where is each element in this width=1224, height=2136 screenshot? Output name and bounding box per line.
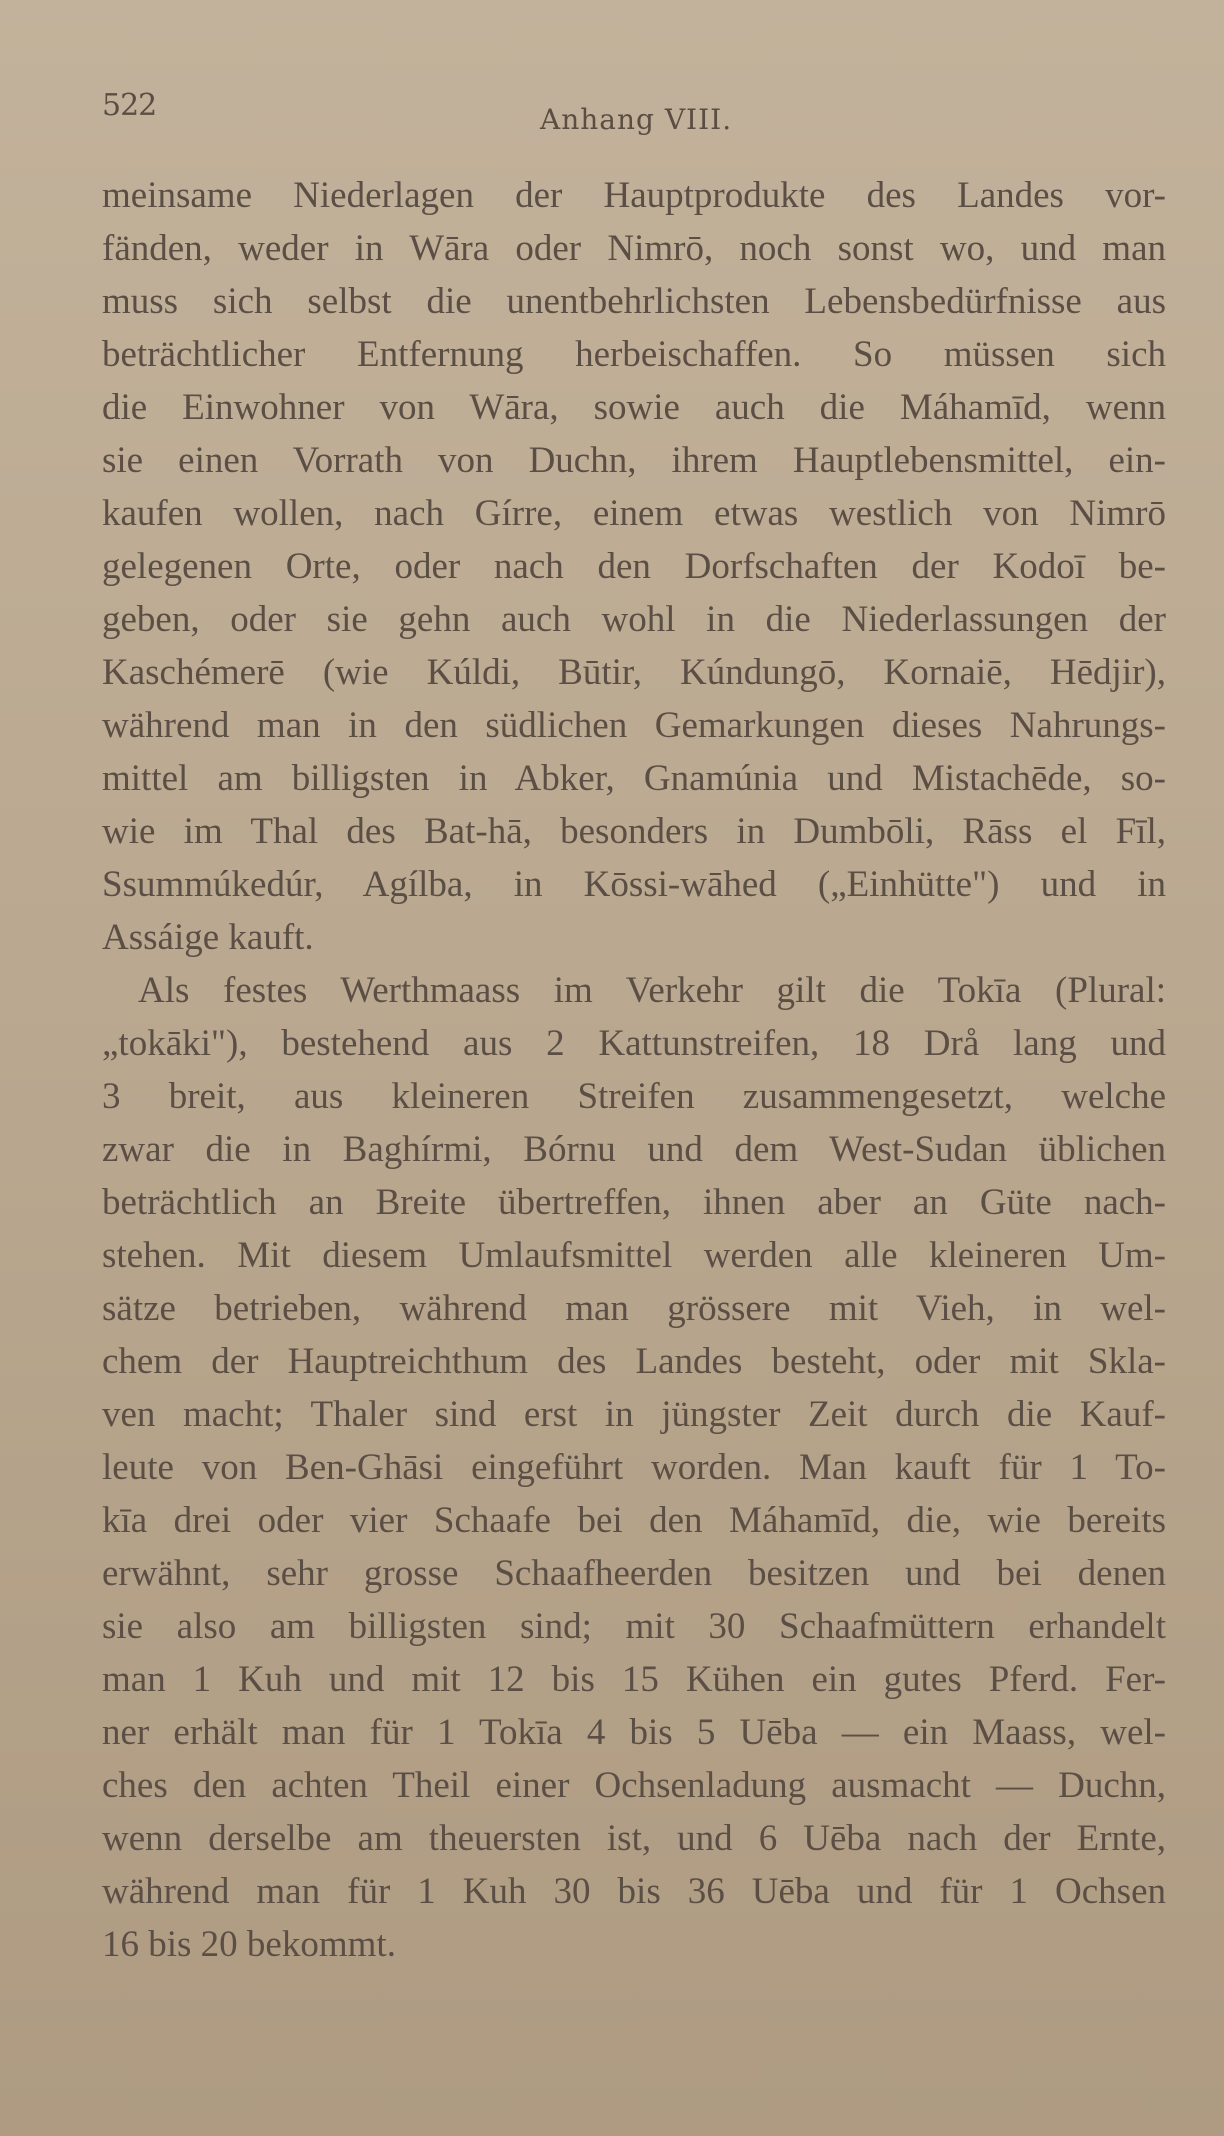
text-line: wenn derselbe am theuersten ist, und 6 Uēba nach der Ernte,: [102, 1818, 1166, 1859]
text-line: ches den achten Theil einer Ochsenladung ausmacht — Duchn,: [102, 1765, 1166, 1806]
text-line: Assáige kauft.: [102, 917, 314, 958]
text-line: 16 bis 20 bekommt.: [102, 1924, 396, 1965]
text-line: „tokāki"), bestehend aus 2 Kattunstreifen, 18 Drå lang und: [102, 1023, 1166, 1064]
text-line: wie im Thal des Bat-hā, besonders in Dumbōli, Rāss el Fīl,: [102, 811, 1166, 852]
text-line: Als festes Werthmaass im Verkehr gilt die Tokīa (Plural:: [138, 970, 1166, 1011]
text-line: kaufen wollen, nach Gírre, einem etwas westlich von Nimrō: [102, 493, 1166, 534]
text-line: ner erhält man für 1 Tokīa 4 bis 5 Uēba — ein Maass, wel-: [102, 1712, 1166, 1753]
running-title: Anhang VIII.: [540, 103, 733, 136]
text-line: während man für 1 Kuh 30 bis 36 Uēba und für 1 Ochsen: [102, 1871, 1166, 1912]
text-line: kīa drei oder vier Schaafe bei den Máhamīd, die, wie bereits: [102, 1500, 1166, 1541]
text-line: zwar die in Baghírmi, Bórnu und dem West-Sudan üblichen: [102, 1129, 1166, 1170]
text-line: die Einwohner von Wāra, sowie auch die Máhamīd, wenn: [102, 387, 1166, 428]
text-line: 3 breit, aus kleineren Streifen zusammengesetzt, welche: [102, 1076, 1166, 1117]
text-line: sie einen Vorrath von Duchn, ihrem Hauptlebensmittel, ein-: [102, 440, 1166, 481]
text-line: leute von Ben-Ghāsi eingeführt worden. Man kauft für 1 To-: [102, 1447, 1166, 1488]
text-line: muss sich selbst die unentbehrlichsten Lebensbedürfnisse aus: [102, 281, 1166, 322]
text-line: mittel am billigsten in Abker, Gnamúnia und Mistachēde, so-: [102, 758, 1166, 799]
text-line: man 1 Kuh und mit 12 bis 15 Kühen ein gutes Pferd. Fer-: [102, 1659, 1166, 1700]
text-line: beträchtlicher Entfernung herbeischaffen. So müssen sich: [102, 334, 1166, 375]
text-line: stehen. Mit diesem Umlaufsmittel werden alle kleineren Um-: [102, 1235, 1166, 1276]
text-line: ven macht; Thaler sind erst in jüngster Zeit durch die Kauf-: [102, 1394, 1166, 1435]
text-line: chem der Hauptreichthum des Landes besteht, oder mit Skla-: [102, 1341, 1166, 1382]
text-line: beträchtlich an Breite übertreffen, ihnen aber an Güte nach-: [102, 1182, 1166, 1223]
page-number: 522: [102, 88, 157, 123]
text-line: gelegenen Orte, oder nach den Dorfschaften der Kodoī be-: [102, 546, 1166, 587]
text-line: erwähnt, sehr grosse Schaafheerden besitzen und bei denen: [102, 1553, 1166, 1594]
text-line: Ssummúkedúr, Agílba, in Kōssi-wāhed („Einhütte") und in: [102, 864, 1166, 905]
text-line: fänden, weder in Wāra oder Nimrō, noch sonst wo, und man: [102, 228, 1166, 269]
text-line: sie also am billigsten sind; mit 30 Schaafmüttern erhandelt: [102, 1606, 1166, 1647]
text-line: während man in den südlichen Gemarkungen dieses Nahrungs-: [102, 705, 1166, 746]
text-line: Kaschémerē (wie Kúldi, Būtir, Kúndungō, Kornaiē, Hēdjir),: [102, 652, 1166, 693]
text-line: meinsame Niederlagen der Hauptprodukte des Landes vor-: [102, 175, 1166, 216]
text-line: sätze betrieben, während man grössere mit Vieh, in wel-: [102, 1288, 1166, 1329]
text-line: geben, oder sie gehn auch wohl in die Niederlassungen der: [102, 599, 1166, 640]
